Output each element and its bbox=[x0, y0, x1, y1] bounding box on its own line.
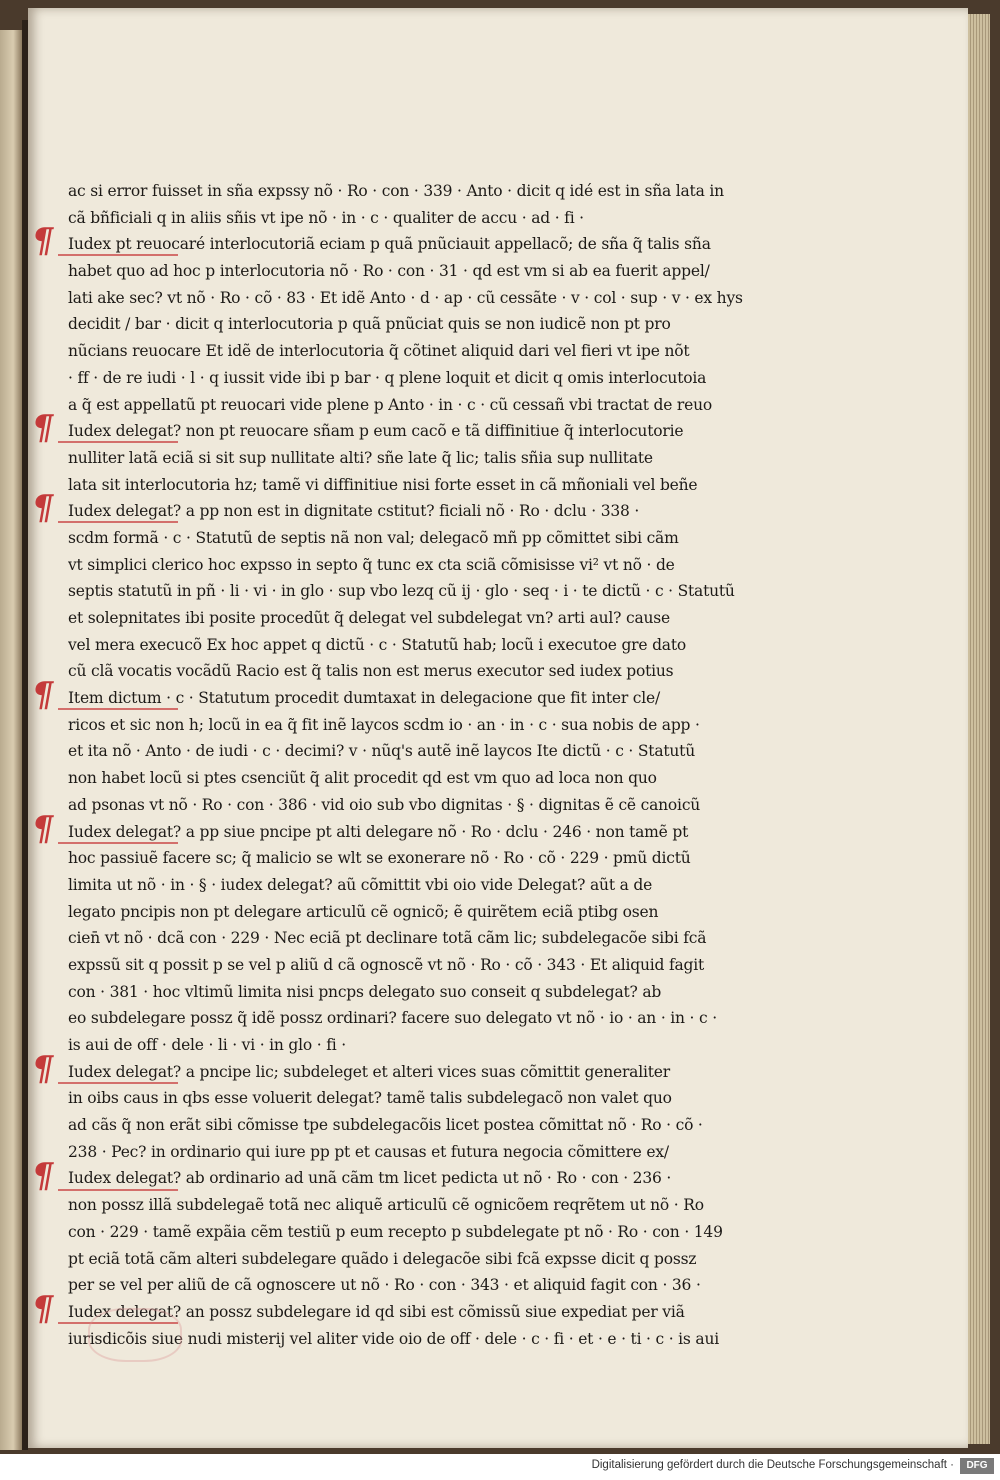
text-line: lati ake sec? vt nõ · Ro · cõ · 83 · Et idẽ Anto · d · ap · cũ cessãte · v · col · sup · v · ex hys bbox=[68, 288, 743, 307]
text-line: ad psonas vt nõ · Ro · con · 386 · vid oio sub vbo dignitas · § · dignitas ẽ cẽ canoicũ bbox=[68, 795, 701, 814]
paragraph-mark-icon: ¶ bbox=[28, 1049, 58, 1090]
paragraph-mark-icon: ¶ bbox=[28, 221, 58, 262]
text-line: lata sit interlocutoria hz; tamẽ vi diffinitiue nisi forte esset in cã mñoniali vel beñe bbox=[68, 475, 698, 494]
text-line: habet quo ad hoc p interlocutoria nõ · Ro · con · 31 · qd est vm si ab ea fuerit appel/ bbox=[68, 262, 710, 281]
text-line: scdm formã · c · Statutũ de septis nã non val; delegacõ mñ pp cõmittet sibi cãm bbox=[68, 528, 679, 547]
library-stamp-mark bbox=[88, 1308, 182, 1362]
text-line: et solepnitates ibi posite procedũt q̃ delegat vel subdelegat vn? arti aul? cause bbox=[68, 609, 670, 627]
text-line: eo subdelegare possz q̃ idẽ possz ordinari? facere suo delegato vt nõ · io · an · in · c · bbox=[68, 1009, 717, 1028]
text-line: con · 381 · hoc vltimũ limita nisi pncps delegato suo conseit q subdelegat? ab bbox=[68, 982, 662, 1001]
text-line: vel mera execucõ Ex hoc appet q dictũ · c · Statutũ hab; locũ i executoe gre dato bbox=[68, 635, 686, 654]
text-line: legato pncipis non pt delegare articulũ cẽ ognicõ; ẽ quirẽtem eciã ptibg osen bbox=[68, 902, 659, 921]
rubric-line bbox=[58, 842, 178, 844]
paragraph-mark-icon: ¶ bbox=[28, 1289, 58, 1330]
paragraph-mark-icon: ¶ bbox=[28, 808, 58, 849]
text-line: con · 229 · tamẽ expãia cẽm testiũ p eum recepto p subdelegate pt nõ · Ro · con · 149 bbox=[68, 1222, 723, 1241]
text-line: hoc passiuẽ facere sc; q̃ malicio se wlt se exonerare nõ · Ro · cõ · 229 · pmũ dictũ bbox=[68, 849, 691, 868]
text-line: pt eciã totã cãm alteri subdelegare quãdo i delegacõe sibi fcã expsse dicit q possz bbox=[68, 1249, 697, 1268]
text-line: Iudex delegat? a pp siue pncipe pt alti delegare nõ · Ro · dclu · 246 · non tamẽ pt bbox=[68, 822, 689, 841]
rubric-line bbox=[58, 521, 178, 523]
text-line: Iudex pt reuocaré interlocutoriã eciam p quã pnũciauit appellacõ; de sña q̃ talis sña bbox=[68, 235, 711, 254]
text-line: non possz illã subdelegaẽ totã nec aliquẽ articulũ cẽ ognicõem reqrẽtem ut nõ · Ro bbox=[68, 1196, 704, 1215]
dfg-logo-icon: DFG bbox=[960, 1458, 994, 1474]
text-line: is aui de off · dele · li · vi · in glo · fi · bbox=[68, 1036, 346, 1054]
text-block bbox=[28, 178, 828, 1352]
text-line: nulliter latã eciã si sit sup nullitate alti? sñe late q̃ lic; talis sñia sup nullitate bbox=[68, 448, 653, 467]
text-line: Iudex delegat? ab ordinario ad unã cãm tm licet pedicta ut nõ · Ro · con · 236 · bbox=[68, 1169, 672, 1188]
text-line: decidit / bar · dicit q interlocutoria p quã pnũciat quis se non iudicẽ non pt pro bbox=[68, 315, 671, 334]
text-line: Item dictum · c · Statutum procedit dumtaxat in delegacione que fit inter cle/ bbox=[68, 689, 661, 708]
rubric-line bbox=[58, 1082, 178, 1084]
footer-bar bbox=[0, 1454, 1000, 1480]
facing-page-sliver bbox=[0, 30, 22, 1450]
rubric-line bbox=[58, 441, 178, 443]
paragraph-mark-icon: ¶ bbox=[28, 1155, 58, 1196]
text-line: ricos et sic non h; locũ in ea q̃ fit inẽ laycos scdm io · an · in · c · sua nobis de app · bbox=[68, 715, 700, 734]
text-line: per se vel per aliũ de cã ognoscere ut nõ · Ro · con · 343 · et aliquid fagit con · 36 · bbox=[68, 1276, 701, 1295]
rubric-line bbox=[58, 1189, 178, 1191]
text-line: non habet locũ si ptes csenciũt q̃ alit procedit qd est vm quo ad loca non quo bbox=[68, 769, 657, 788]
rubric-line bbox=[58, 708, 178, 710]
paragraph-mark-icon: ¶ bbox=[28, 408, 58, 449]
manuscript-page bbox=[28, 8, 968, 1448]
text-line: cũ clã vocatis vocãdũ Racio est q̃ talis non est merus executor sed iudex potius bbox=[68, 662, 674, 681]
text-line: cã bñficiali q in aliis sñis vt ipe nõ · in · c · qualiter de accu · ad · fi · bbox=[68, 208, 584, 227]
text-line: Iudex delegat? an possz subdelegare id qd sibi est cõmissũ siue expediat per viã bbox=[68, 1302, 685, 1321]
text-line: 238 · Pec? in ordinario qui iure pp pt et causas et futura negocia cõmittere ex/ bbox=[68, 1142, 669, 1161]
paragraph-mark-icon: ¶ bbox=[28, 675, 58, 716]
text-line: Iudex delegat? non pt reuocare sñam p eum cacõ e tã diffinitiue q̃ interlocutorie bbox=[68, 422, 684, 441]
text-line: iurisdicõis siue nudi misterij vel aliter vide oio de off · dele · c · fi · et · e · ti · c · is aui bbox=[68, 1329, 719, 1348]
footer-credit: Digitalisierung gefördert durch die Deutsche Forschungsgemeinschaft · bbox=[591, 1459, 954, 1471]
page-edges bbox=[968, 14, 990, 1444]
text-line: et ita nõ · Anto · de iudi · c · decimi? v · nũq's autẽ inẽ laycos Ite dictũ · c · Statutũ bbox=[68, 742, 695, 761]
text-line: Iudex delegat? a pncipe lic; subdeleget et alteri vices suas cõmittit generaliter bbox=[68, 1062, 670, 1081]
text-line: ac si error fuisset in sña expssy nõ · Ro · con · 339 · Anto · dicit q idé est in sña lata in bbox=[68, 182, 724, 200]
text-line: cien̄ vt nõ · dcã con · 229 · Nec eciã pt declinare totã cãm lic; subdelegacõe sibi fcã bbox=[68, 929, 707, 948]
paragraph-mark-icon: ¶ bbox=[28, 488, 58, 529]
text-line: · ff · de re iudi · l · q iussit vide ibi p bar · q plene loquit et dicit q omis interlocutoia bbox=[68, 368, 707, 387]
text-line: in oibs caus in qbs esse voluerit delegat? tamẽ talis subdelegacõ non valet quo bbox=[68, 1089, 672, 1108]
text-line: a q̃ est appellatũ pt reuocari vide plene p Anto · in · c · cũ cessañ vbi tractat de reuo bbox=[68, 395, 713, 414]
text-line: Iudex delegat? a pp non est in dignitate cstitut? ficiali nõ · Ro · dclu · 338 · bbox=[68, 502, 640, 521]
text-line: septis statutũ in pñ · li · vi · in glo · sup vbo lezq cũ ij · glo · seq · i · te dictũ · c · Statutũ bbox=[68, 582, 735, 601]
text-line: nũcians reuocare Et idẽ de interlocutoria q̃ cõtinet aliquid dari vel fieri vt ipe nõt bbox=[68, 342, 690, 361]
text-line: limita ut nõ · in · § · iudex delegat? aũ cõmittit vbi oio vide Delegat? aũt a de bbox=[68, 875, 653, 894]
text-line: ad cãs q̃ non erãt sibi cõmisse tpe subdelegacõis licet postea cõmittat nõ · Ro · cõ · bbox=[68, 1116, 703, 1135]
text-line: expssũ sit q possit p se vel p aliũ d cã ognoscẽ vt nõ · Ro · cõ · 343 · Et aliquid fagit bbox=[68, 955, 705, 974]
rubric-line bbox=[58, 254, 178, 256]
text-line: vt simplici clerico hoc expsso in septo q̃ tunc ex cta sciã cõmisisse vi² vt nõ · de bbox=[68, 555, 675, 574]
